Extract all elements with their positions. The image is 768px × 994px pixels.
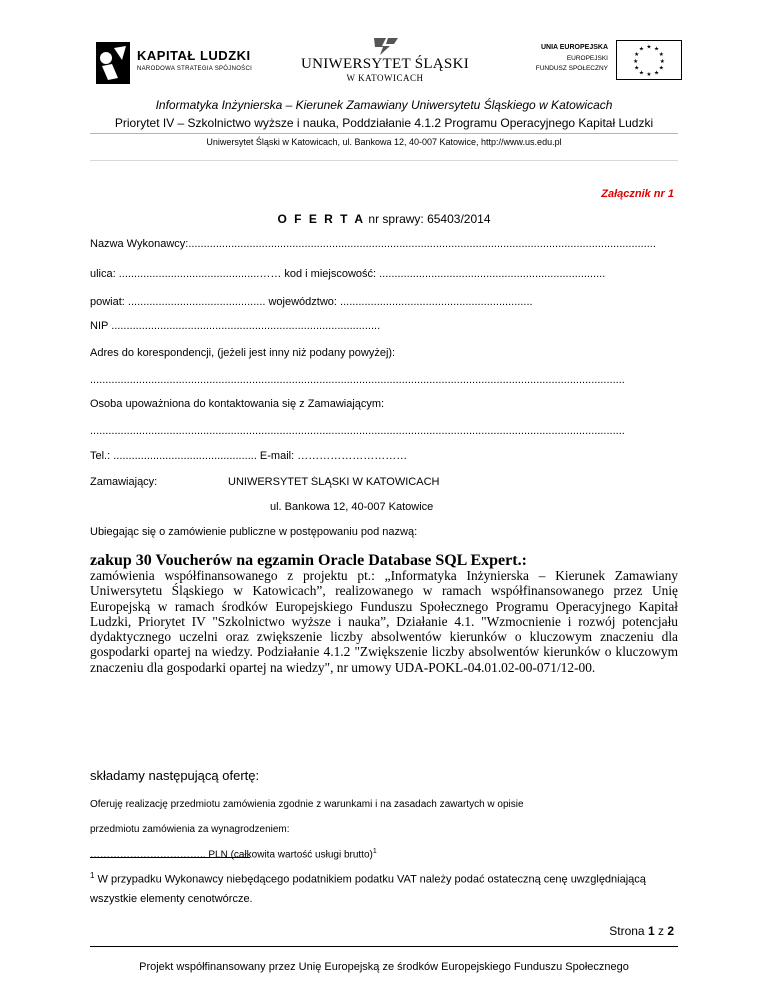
- street-postcode-field[interactable]: ulica: ..............................................…… kod i miejscowość: ..........................................................................: [90, 268, 606, 280]
- contact-person-field[interactable]: ...............................................................................................................................................................................: [90, 425, 625, 437]
- footnote-text: W przypadku Wykonawcy niebędącego podatnikiem podatku VAT należy podać ostateczną cenę uwzględniającą wszystkie elementy cenotwórcze.: [90, 873, 646, 905]
- offer-text-line2: przedmiotu zamówienia za wynagrodzeniem:: [90, 824, 290, 835]
- kapital-ludzki-subtitle: NARODOWA STRATEGIA SPÓJNOŚCI: [137, 66, 253, 72]
- footnote-number: 1: [90, 871, 95, 880]
- header-divider: [90, 133, 678, 134]
- svg-text:★: ★: [646, 44, 652, 51]
- procurement-description: zamówienia współfinansowanego z projektu pt.: „Informatyka Inżynierska – Kierunek Zamawiany Uniwersytetu Śląskiego w Katowicach”, realizowanego w ramach współfinansowanego przez Unię Europejską w ramach środków Europejskiego Funduszu Społecznego Programu Operacyjnego Kapitał Ludzki, Priorytet IV "Szkolnictwo wyższe i nauka”, Działanie 4.1. "Wzmocnienie i rozwój potencjału dydaktycznego uczelni oraz zwiększenie liczby absolwentów kierunków o kluczowym znaczeniu dla gospodarki opartej na wiedzy. Podziałanie 4.1.2 "Zwiększenie liczby absolwentów kierunków o kluczowym znaczeniu dla gospodarki opartej na wiedzy", nr umowy UDA-POKL-04.01.02-00-071/12-00.: [90, 568, 678, 675]
- price-field-text: …………………………….. PLN (całkowita wartość usługi brutto): [90, 849, 373, 861]
- footer-divider: [90, 946, 678, 947]
- university-emblem-icon: [370, 36, 400, 56]
- eu-fund-line2: FUNDUSZ SPOŁECZNY: [535, 65, 608, 72]
- university-address: Uniwersytet Śląski w Katowicach, ul. Bankowa 12, 40-007 Katowice, http://www.us.edu.pl: [206, 137, 562, 147]
- ordering-party-address: ul. Bankowa 12, 40-007 Katowice: [270, 501, 434, 513]
- eu-flag-icon: [616, 40, 682, 80]
- eu-label: UNIA EUROPEJSKA: [540, 44, 608, 51]
- ordering-party-name: UNIWERSYTET ŚLĄSKI W KATOWICACH: [228, 476, 440, 488]
- footer-text: Projekt współfinansowany przez Unię Europejską ze środków Europejskiego Funduszu Społecznego: [139, 961, 629, 973]
- contractor-name-field[interactable]: Nazwa Wykonawcy:.........................................................................................................................................................: [90, 238, 656, 250]
- offer-text-line1: Oferuję realizację przedmiotu zamówienia zgodnie z warunkami i na zasadach zawartych w opisie: [90, 799, 524, 810]
- phone-email-field[interactable]: Tel.: ............................................... E-mail: …………………………: [90, 450, 408, 462]
- page-middle: z: [654, 924, 668, 938]
- offer-statement: składamy następującą ofertę:: [90, 768, 260, 783]
- footnote-ref: 1: [372, 848, 377, 855]
- project-priority: Priorytet IV – Szkolnictwo wyższe i nauka, Poddziałanie 4.1.2 Programu Operacyjnego Kapitał Ludzki: [114, 116, 654, 130]
- svg-text:★: ★: [638, 46, 644, 53]
- eu-logo: [500, 38, 690, 82]
- university-name: UNIWERSYTET ŚLĄSKI: [300, 56, 470, 72]
- price-field[interactable]: [90, 848, 377, 860]
- svg-text:★: ★: [634, 65, 640, 72]
- kapital-ludzki-mark-icon: [92, 40, 132, 86]
- offer-word: O F E R T A: [277, 212, 366, 226]
- ordering-party-label: Zamawiający:: [90, 476, 158, 488]
- page-prefix: Strona: [609, 924, 648, 938]
- kapital-ludzki-logo: [92, 38, 272, 86]
- svg-text:★: ★: [646, 72, 652, 79]
- offer-heading: [0, 212, 768, 226]
- attachment-label: Załącznik nr 1: [601, 188, 674, 200]
- svg-text:★: ★: [659, 58, 665, 65]
- svg-text:★: ★: [658, 52, 664, 59]
- project-title: Informatyka Inżynierska – Kierunek Zamawiany Uniwersytetu Śląskiego w Katowicach: [155, 98, 613, 112]
- case-number: nr sprawy: 65403/2014: [368, 212, 491, 226]
- contact-person-label: Osoba upoważniona do kontaktowania się z Zamawiającym:: [90, 398, 385, 410]
- svg-text:★: ★: [654, 46, 660, 53]
- svg-text:★: ★: [633, 58, 639, 65]
- page-total: 2: [667, 924, 674, 938]
- svg-text:★: ★: [654, 70, 660, 77]
- correspondence-address-label: Adres do korespondencji, (jeżeli jest inny niż podany powyżej):: [90, 347, 396, 359]
- svg-text:★: ★: [634, 52, 640, 59]
- university-logo: [300, 36, 470, 86]
- university-city: W KATOWICACH: [346, 73, 424, 83]
- page-number: [609, 924, 674, 938]
- svg-text:★: ★: [638, 70, 644, 77]
- procurement-intro: Ubiegając się o zamówienie publiczne w postępowaniu pod nazwą:: [90, 526, 418, 538]
- correspondence-address-field[interactable]: ...............................................................................................................................................................................: [90, 374, 625, 386]
- nip-field[interactable]: NIP ........................................................................................: [90, 320, 381, 332]
- page-current: 1: [647, 924, 655, 938]
- kapital-ludzki-title: KAPITAŁ LUDZKI: [137, 48, 251, 63]
- header-divider-2: [90, 160, 678, 161]
- footnote: [90, 866, 690, 909]
- footnote-divider: [90, 857, 250, 858]
- procurement-title: zakup 30 Voucherów na egzamin Oracle Database SQL Expert.:: [90, 552, 527, 569]
- district-voivodeship-field[interactable]: powiat: ............................................. województwo: ...............................................................: [90, 296, 533, 308]
- svg-text:★: ★: [658, 65, 664, 72]
- eu-fund-line1: EUROPEJSKI: [566, 55, 608, 62]
